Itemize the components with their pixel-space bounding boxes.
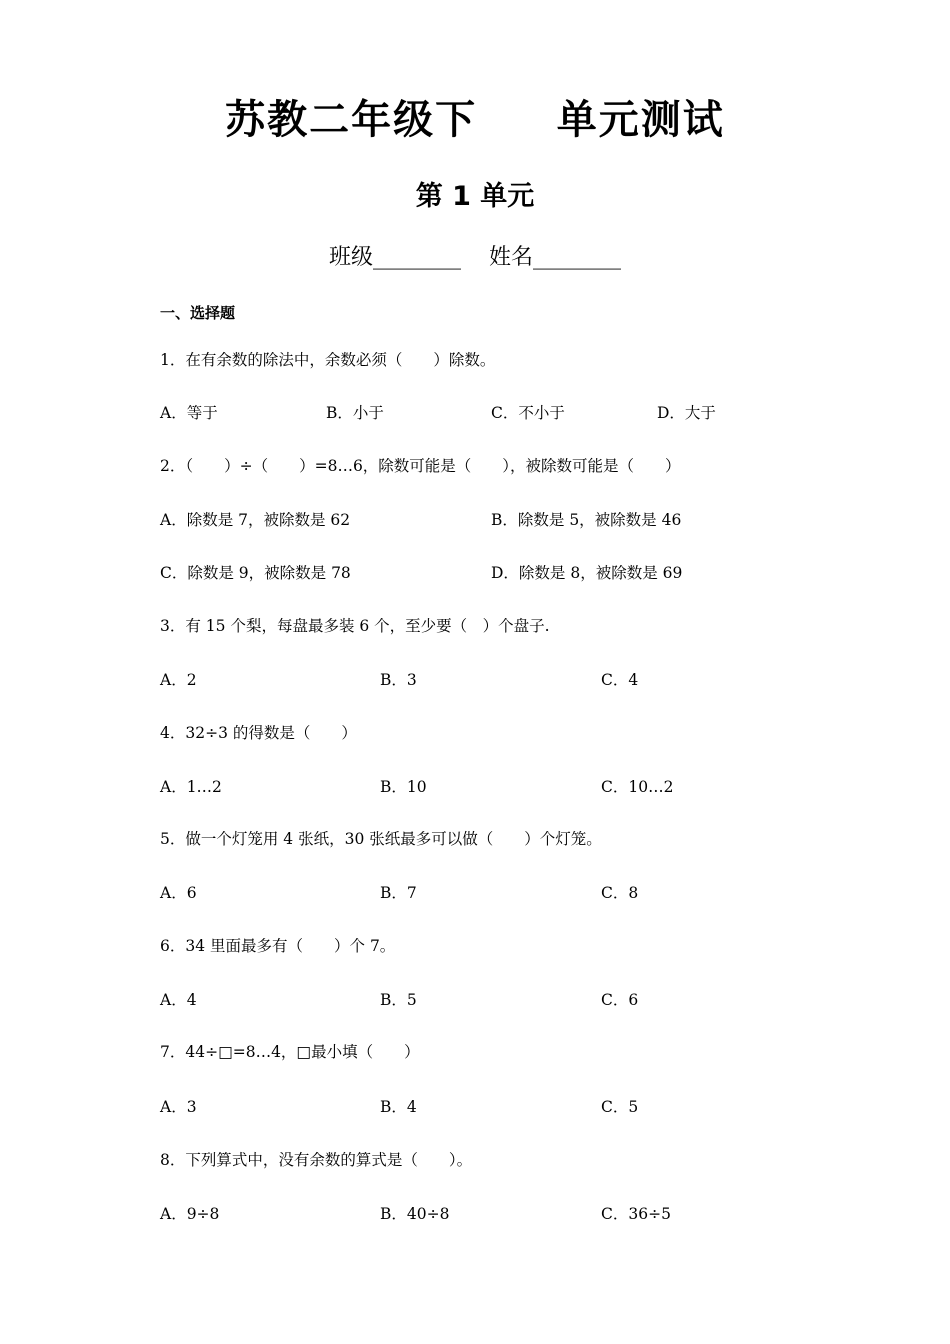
question-text: 6．34 里面最多有（ ）个 7。 <box>160 937 396 955</box>
option-d: D．除数是 8，被除数是 69 <box>491 564 683 582</box>
unit-subtitle: 第 1 单元 <box>415 181 535 212</box>
question-text: 5．做一个灯笼用 4 张纸，30 张纸最多可以做（ ）个灯笼。 <box>160 830 602 848</box>
option-c: C．6 <box>601 991 639 1009</box>
question-text: 3．有 15 个梨，每盘最多装 6 个，至少要（ ）个盘子. <box>160 617 550 635</box>
option-a: A．9÷8 <box>160 1205 220 1223</box>
option-a: A．除数是 7，被除数是 62 <box>160 511 351 529</box>
option-b: B．10 <box>380 778 427 796</box>
option-c: C．10…2 <box>601 778 674 796</box>
option-a: A．3 <box>160 1098 197 1116</box>
option-b: B．小于 <box>326 404 384 422</box>
page-title: 苏教二年级下 单元测试 <box>225 97 725 143</box>
option-a: A．2 <box>160 671 197 689</box>
option-a: A．4 <box>160 991 197 1009</box>
question-text: 8．下列算式中，没有余数的算式是（ ）。 <box>160 1151 473 1169</box>
question-text: 7．44÷□=8…4，□最小填（ ） <box>160 1043 420 1061</box>
option-a: A．1…2 <box>160 778 222 796</box>
option-b: B．除数是 5，被除数是 46 <box>491 511 682 529</box>
option-a: A．6 <box>160 884 197 902</box>
question-text: 2．（ ）÷（ ）=8…6，除数可能是（ ），被除数可能是（ ） <box>160 457 681 475</box>
class-name-line: 班级________ 姓名________ <box>329 245 621 270</box>
question-text: 1．在有余数的除法中，余数必须（ ）除数。 <box>160 351 496 369</box>
section-title: 一、选择题 <box>160 304 236 322</box>
option-c: C．除数是 9，被除数是 78 <box>160 564 351 582</box>
option-b: B．3 <box>380 671 417 689</box>
option-b: B．40÷8 <box>380 1205 450 1223</box>
option-c: C．8 <box>601 884 639 902</box>
option-c: C．不小于 <box>491 404 565 422</box>
option-d: D．大于 <box>657 404 716 422</box>
option-c: C．4 <box>601 671 639 689</box>
option-b: B．4 <box>380 1098 417 1116</box>
option-c: C．36÷5 <box>601 1205 671 1223</box>
option-b: B．5 <box>380 991 417 1009</box>
question-text: 4．32÷3 的得数是（ ） <box>160 724 357 742</box>
option-b: B．7 <box>380 884 417 902</box>
option-a: A．等于 <box>160 404 218 422</box>
option-c: C．5 <box>601 1098 639 1116</box>
